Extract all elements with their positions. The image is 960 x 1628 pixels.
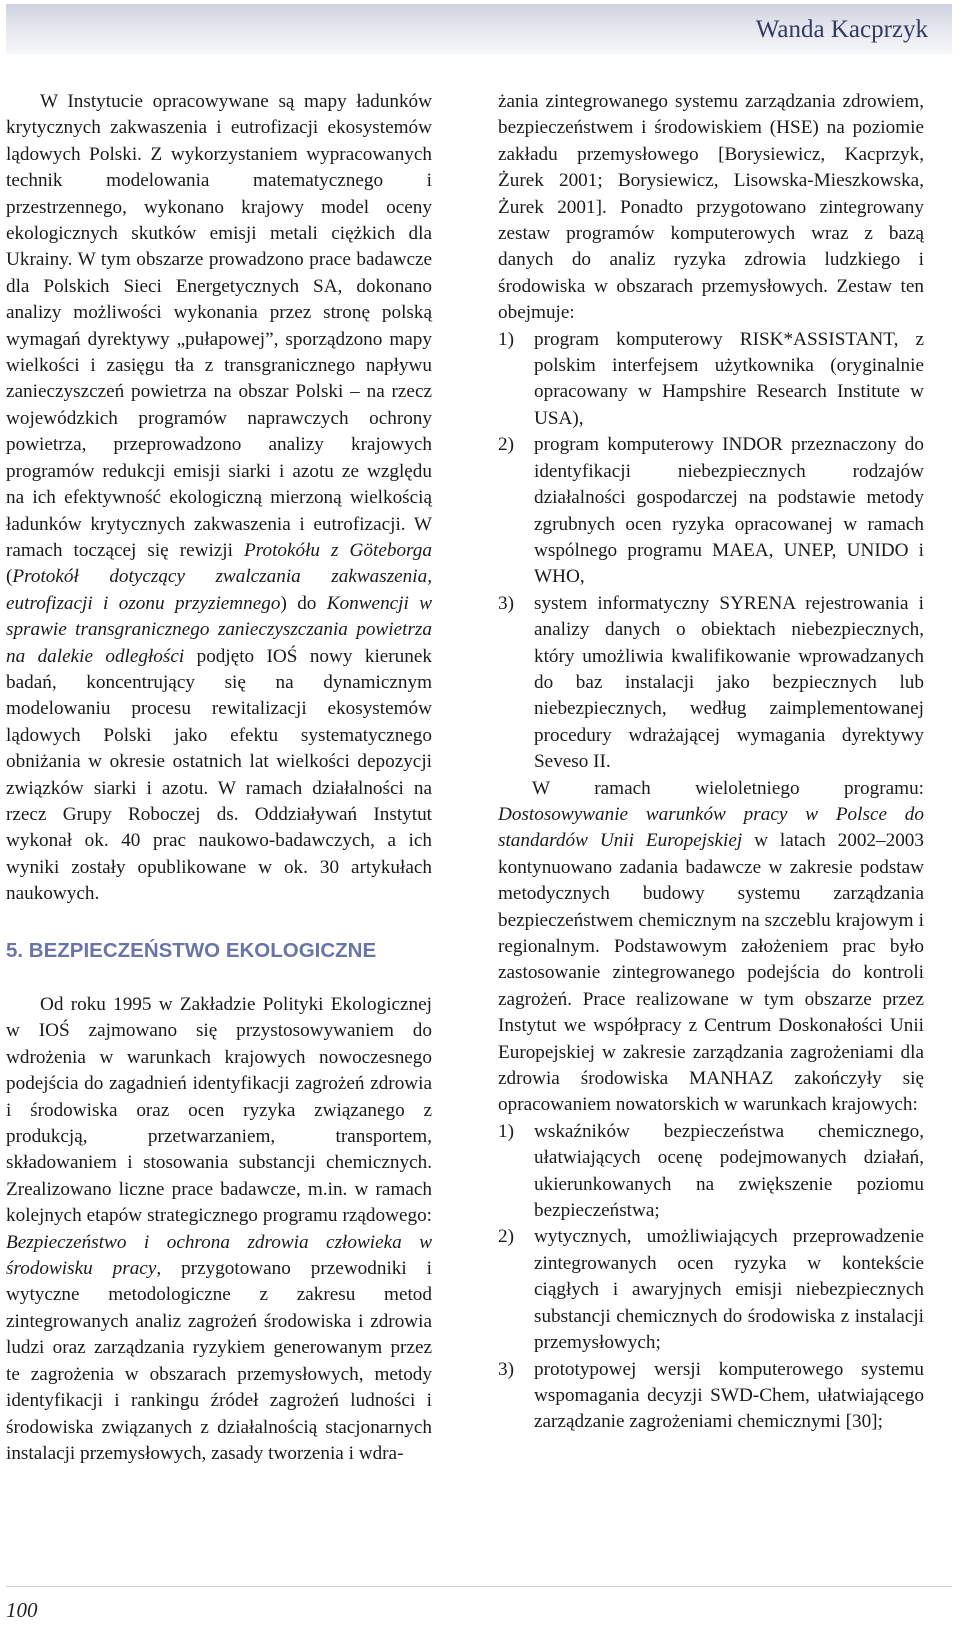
numbered-list: [498, 327, 924, 776]
page-number: 100: [6, 1598, 38, 1622]
list-item: 1) wskaźników bezpieczeństwa chemicznego, ułatwiających ocenę podejmowanych działań, ukierunkowanych na zwiększenie poziomu bezpieczeństwa;: [498, 1120, 924, 1222]
footer-divider: [6, 1586, 952, 1587]
left-column: [6, 89, 432, 1467]
paragraph: W Instytucie opracowywane są mapy ładunków krytycznych zakwaszenia i eutrofizacji ekosystemów lądowych Polski. Z wykorzystaniem wypracowanych technik modelowania matematycznego i przestrzennego, wykonano krajowy model oceny ekologicznych skutków emisji metali ciężkich dla Ukrainy. W tym obszarze prowadzono prace badawcze dla Polskich Sieci Energetycznych SA, dokonano analizy możliwości wykonania przez stronę polską wymagań dyrektywy „pułapowej”, sporządzono mapy wielkości i zasięgu tła z transgranicznego napływu zanieczyszczeń powietrza na obszar Polski – na rzecz wojewódzkich programów naprawczych ochrony powietrza, przeprowadzono analizy krajowych programów redukcji emisji siarki i azotu ze względu na ich efektywność ekologiczną mierzoną wielkością ładunków krytycznych zakwaszenia i eutrofizacji. W ramach toczącej się rewizji Protokółu z Göteborga (Protokół dotyczący zwalczania zakwaszenia, eutrofizacji i ozonu przyziemnego) do Konwencji w sprawie transgranicznego zanieczyszczania powietrza na dalekie odległości podjęto IOŚ nowy kierunek badań, koncentrujący się na dynamicznym modelowaniu procesu rewitalizacji ekosystemów lądowych Polski jako efektu systematycznego obniżania w okresie ostatnich lat wielkości depozycji związków siarki i azotu. W ramach działalności na rzecz Grupy Roboczej ds. Oddziaływań Instytut wykonał ok. 40 prac naukowo-badawczych, a ich wyniki zostały opublikowane w ok. 30 artykułach naukowych.: [6, 91, 432, 905]
list-item: 3) system informatyczny SYRENA rejestrowania i analizy danych o obiektach niebezpiecznych, który umożliwia kwalifikowanie wprowadzanych do baz instalacji jako bezpiecznych lub niebezpiecznych, według zaimplementowanej procedury wdrażającej wymagania dyrektywy Seveso II.: [498, 592, 924, 773]
list-item: 3) prototypowej wersji komputerowego systemu wspomagania decyzji SWD-Chem, ułatwiającego zarządzanie zagrożeniami chemicznymi [30];: [498, 1358, 924, 1433]
paragraph: żania zintegrowanego systemu zarządzania zdrowiem, bezpieczeństwem i środowiskiem (HSE) na poziomie zakładu przemysłowego [Borysiewicz, Kacprzyk, Żurek 2001; Borysiewicz, Lisowska-Mieszkowska, Żurek 2001]. Ponadto przygotowano zintegrowany zestaw programów komputerowych wraz z bazą danych do analiz ryzyka zdrowia ludzkiego i środowiska w obszarach przemysłowych. Zestaw ten obejmuje:: [498, 91, 924, 324]
list-item: 1) program komputerowy RISK*ASSISTANT, z polskim interfejsem użytkownika (oryginalnie opracowany w Hampshire Research Institute w USA),: [498, 328, 924, 429]
list-item: 2) wytycznych, umożliwiających przeprowadzenie zintegrowanych ocen ryzyka w kontekście ciągłych i awaryjnych emisji niebezpiecznych substancji chemicznych do środowiska z instalacji przemysłowych;: [498, 1226, 924, 1354]
numbered-list: [498, 1119, 924, 1436]
header-author: Wanda Kacprzyk: [755, 16, 928, 43]
paragraph: W ramach wieloletniego programu: Dostosowywanie warunków pracy w Polsce do standardów Unii Europejskiej w latach 2002–2003 kontynuowano zadania badawcze w zakresie podstaw metodycznych budowy systemu zarządzania bezpieczeństwem chemicznym na szczeblu krajowym i regionalnym. Podstawowym założeniem prac było zastosowanie zintegrowanego podejścia do kontroli zagrożeń. Prace realizowane w tym obszarze przez Instytut we współpracy z Centrum Doskonałości Unii Europejskiej w zakresie zarządzania zagrożeniami dla zdrowia środowiska MANHAZ zakończyły się opracowaniem nowatorskich w warunkach krajowych:: [498, 777, 924, 1116]
section-heading: 5. BEZPIECZEŃSTWO EKOLOGICZNE: [6, 938, 377, 962]
running-header: [6, 4, 952, 54]
list-item: 2) program komputerowy INDOR przeznaczony do identyfikacji niebezpiecznych rodzajów działalności gospodarczej na podstawie metody zgrubnych ocen ryzyka opracowanej w ramach wspólnego programu MAEA, UNEP, UNIDO i WHO,: [498, 434, 924, 588]
right-column: [498, 89, 924, 1436]
paragraph: Od roku 1995 w Zakładzie Polityki Ekologicznej w IOŚ zajmowano się przystosowywaniem do wdrożenia w warunkach krajowych nowoczesnego podejścia do zagadnień identyfikacji zagrożeń zdrowia i środowiska oraz ocen ryzyka związanego z produkcją, przetwarzaniem, transportem, składowaniem i stosowania substancji chemicznych. Zrealizowano liczne prace badawcze, m.in. w ramach kolejnych etapów strategicznego programu rządowego: Bezpieczeństwo i ochrona zdrowia człowieka w środowisku pracy, przygotowano przewodniki i wytyczne metodologiczne z zakresu metod zintegrowanych analiz zagrożeń środowiska i zdrowia ludzi oraz zarządzania ryzykiem generowanym przez te zagrożenia w obszarach przemysłowych, metody identyfikacji i rankingu źródeł zagrożeń ludności i środowiska związanych z działalnością stacjonarnych instalacji przemysłowych, zasady tworzenia i wdra-: [6, 994, 432, 1464]
